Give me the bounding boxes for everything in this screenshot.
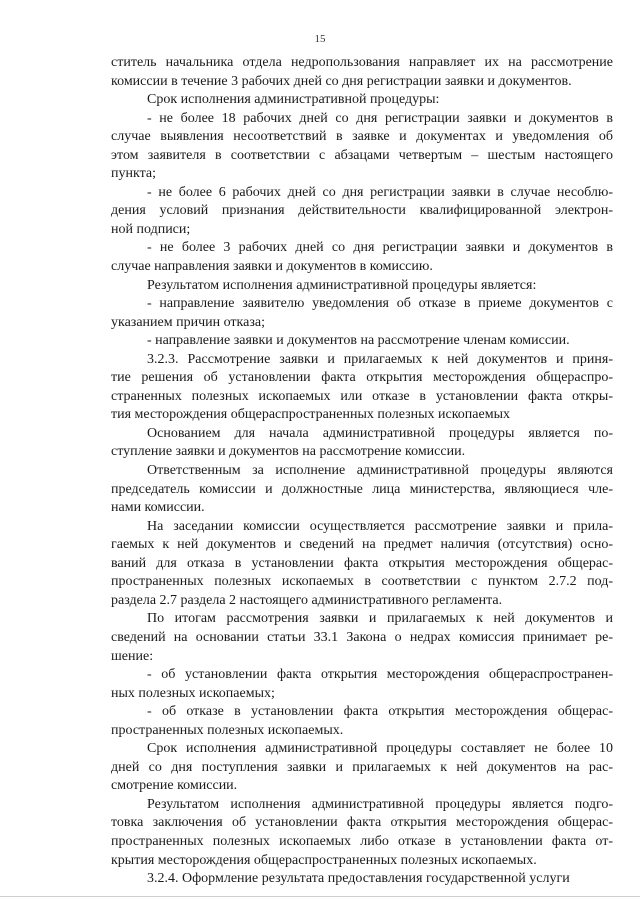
page-number: 15: [314, 33, 326, 45]
text-line: пространенных полезных ископаемых либо отказе в установлении факта от-: [111, 833, 613, 849]
text-line: этом заявителя в соответствии с абзацами четвертым – шестым настоящего: [111, 147, 613, 163]
text-line: На заседании комиссии осуществляется рассмотрение заявки и прила-: [147, 518, 613, 534]
text-line: страненных полезных ископаемых или отказе в установлении факта откры-: [111, 388, 613, 404]
text-line: тия месторождения общераспространенных полезных ископаемых: [111, 407, 510, 423]
text-line: ных полезных ископаемых;: [111, 685, 275, 701]
page-bottom-rule: [0, 896, 640, 897]
text-line: товка заключения об установлении факта открытия месторождения общерас-: [111, 815, 613, 831]
text-line: - направление заявки и документов на рассмотрение членам комиссии.: [147, 333, 570, 349]
text-line: тие решения об установлении факта открытия месторождения общераспро-: [111, 370, 613, 386]
text-line: - не более 6 рабочих дней со дня регистрации заявки в случае несоблю-: [147, 184, 613, 200]
document-body: [111, 54, 613, 889]
text-line: По итогам рассмотрения заявки и прилагаемых к ней документов и: [147, 611, 613, 627]
text-line: крытия месторождения общераспространенных полезных ископаемых.: [111, 852, 537, 868]
text-line: 3.2.3. Рассмотрение заявки и прилагаемых к ней документов и приня-: [147, 351, 613, 367]
text-line: Ответственным за исполнение административной процедуры являются: [147, 463, 613, 479]
text-line: гаемых к ней документов и сведений на предмет наличия (отсутствия) осно-: [111, 537, 613, 553]
text-line: председатель комиссии и должностные лица министерства, являющиеся чле-: [111, 481, 613, 497]
text-line: Основанием для начала административной процедуры является по-: [147, 425, 613, 441]
text-line: - не более 3 рабочих дней со дня регистрации заявки и документов в: [147, 240, 613, 256]
text-line: 3.2.4. Оформление результата предоставления государственной услуги: [147, 871, 570, 887]
text-line: нами комиссии.: [111, 500, 205, 516]
text-line: - направление заявителю уведомления об отказе в приеме документов с: [147, 296, 613, 312]
text-line: Результатом исполнения административной процедуры является:: [147, 277, 537, 293]
text-line: раздела 2.7 раздела 2 настоящего административного регламента.: [111, 592, 503, 608]
text-line: ваний для отказа в установлении факта открытия месторождения общерас-: [111, 555, 613, 571]
text-line: Результатом исполнения административной процедуры является подго-: [147, 796, 613, 812]
text-line: случае выявления несоответствий в заявке и документах и уведомления об: [111, 129, 613, 145]
text-line: Срок исполнения административной процедуры составляет не более 10: [147, 741, 613, 757]
text-line: - об установлении факта открытия месторождения общераспространен-: [147, 667, 613, 683]
text-line: смотрение комиссии.: [111, 778, 238, 794]
text-line: - об отказе в установлении факта открытия месторождения общерас-: [147, 704, 613, 720]
text-line: случае направления заявки и документов в комиссию.: [111, 259, 433, 275]
text-line: указанием причин отказа;: [111, 314, 265, 330]
text-line: пункта;: [111, 166, 156, 182]
text-line: ступление заявки и документов на рассмотрение комиссии.: [111, 444, 466, 460]
text-line: дения условий признания действительности квалифицированной электрон-: [111, 203, 613, 219]
text-line: пространенных полезных ископаемых.: [111, 722, 344, 738]
text-line: - не более 18 рабочих дней со дня регистрации заявки и документов в: [147, 110, 613, 126]
text-line: шение:: [111, 648, 154, 664]
text-line: Срок исполнения административной процедуры:: [147, 92, 440, 108]
text-line: пространенных полезных ископаемых в соответствии с пунктом 2.7.2 под-: [111, 574, 613, 590]
text-line: комиссии в течение 3 рабочих дней со дня регистрации заявки и документов.: [111, 73, 572, 89]
text-line: ститель начальника отдела недропользования направляет их на рассмотрение: [111, 55, 613, 70]
text-line: сведений на основании статьи 33.1 Закона о недрах комиссия принимает ре-: [111, 629, 613, 645]
text-line: дней со дня поступления заявки и прилагаемых к ней документов на рас-: [111, 759, 613, 775]
text-line: ной подписи;: [111, 221, 191, 237]
